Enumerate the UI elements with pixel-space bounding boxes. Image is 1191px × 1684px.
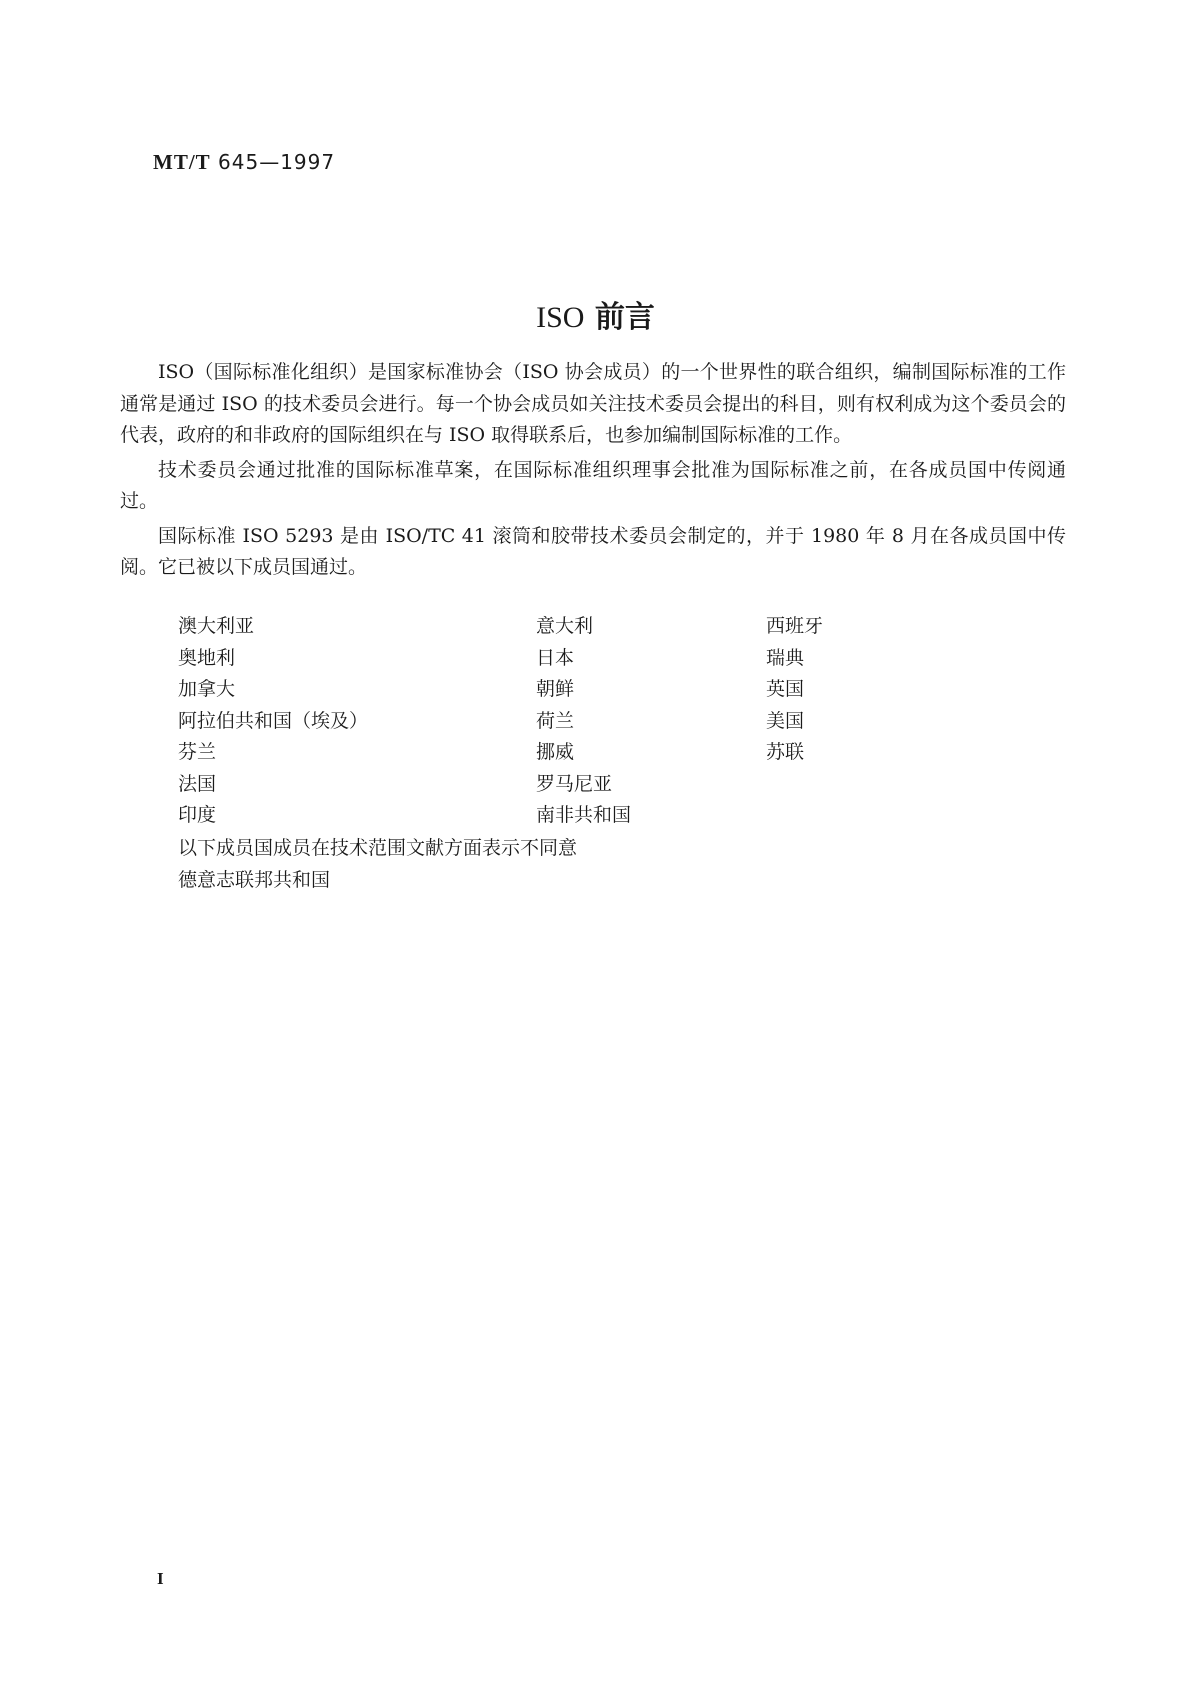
country-item: 澳大利亚 [178, 615, 255, 637]
countries-column-2 [536, 611, 631, 832]
country-item: 印度 [178, 804, 217, 826]
page-title-main: 前言 [594, 300, 655, 335]
document-code-number: 645—1997 [218, 150, 336, 174]
country-item: 罗马尼亚 [536, 772, 613, 795]
country-item: 芬兰 [178, 741, 217, 763]
country-item: 日本 [536, 646, 575, 669]
foreword-body [120, 357, 1066, 587]
country-item: 朝鲜 [536, 678, 575, 700]
dissent-section [178, 833, 577, 896]
document-code-prefix: MT/T [153, 150, 211, 174]
country-item: 美国 [766, 709, 805, 732]
page-title [0, 292, 1191, 336]
country-item: 西班牙 [766, 615, 824, 637]
country-item: 奥地利 [178, 646, 236, 669]
document-code [153, 150, 335, 175]
page-number: I [157, 1569, 164, 1588]
dissent-country: 德意志联邦共和国 [178, 868, 331, 891]
country-item: 英国 [766, 678, 805, 700]
countries-column-1 [178, 611, 368, 832]
country-item: 意大利 [536, 615, 594, 637]
countries-column-3 [766, 611, 823, 769]
country-item: 法国 [178, 772, 217, 795]
foreword-paragraph-2: 技术委员会通过批准的国际标准草案，在国际标准组织理事会批准为国际标准之前，在各成员国中传阅通过。 [120, 458, 1066, 512]
page-title-prefix: ISO [536, 301, 585, 334]
foreword-paragraph-1: ISO（国际标准化组织）是国家标准协会（ISO 协会成员）的一个世界性的联合组织，编制国际标准的工作通常是通过 ISO 的技术委员会进行。每一个协会成员如关注技术委员会提出的科目，则有权利成为这个委员会的代表，政府的和非政府的国际组织在与 ISO 取得联系后，也参加编制国际标准的工作。 [120, 361, 1066, 446]
country-item: 阿拉伯共和国（埃及） [178, 709, 369, 732]
country-item: 苏联 [766, 741, 805, 763]
country-item: 瑞典 [766, 646, 805, 669]
dissent-statement: 以下成员国成员在技术范围文献方面表示不同意 [178, 837, 578, 859]
country-item: 南非共和国 [536, 804, 632, 826]
country-item: 荷兰 [536, 709, 575, 732]
foreword-paragraph-3: 国际标准 ISO 5293 是由 ISO/TC 41 滚筒和胶带技术委员会制定的，并于 1980 年 8 月在各成员国中传阅。它已被以下成员国通过。 [120, 524, 1066, 578]
country-item: 加拿大 [178, 678, 236, 700]
country-item: 挪威 [536, 741, 575, 763]
